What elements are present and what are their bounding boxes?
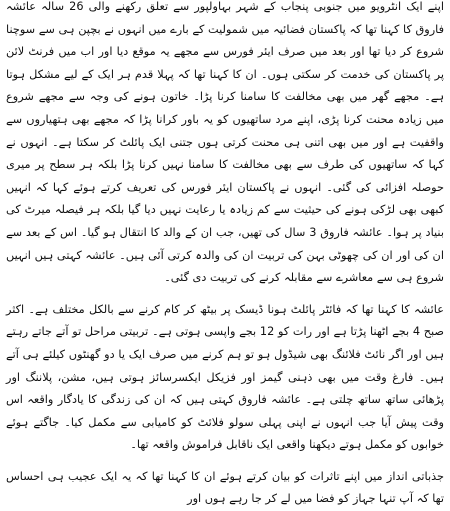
- article-paragraph-3: جذباتی انداز میں اپنے تاثرات کو بیان کرتے ہوئے ان کا کہنا تھا کہ یہ ایک عجیب ہی احساس تھا کہ آپ تنہا جہاز کو فضا میں لے کر جا رہے ہوں اور: [6, 469, 444, 506]
- article-paragraph-2: عائشہ کا کہنا تھا کہ فائٹر پائلٹ ہونا ڈیسک پر بیٹھ کر کام کرنے سے بالکل مختلف ہے۔ اکثر صبح 4 بجے اٹھنا پڑتا ہے اور رات کو 12 بجے واپسی ہوتی ہے۔ تربیتی مراحل تو آتے جاتے رہتے ہیں اور اگر نائٹ فلائنگ بھی شیڈول ہو تو ہم کرنے میں صرف ایک یا دو گھنٹوں کیلئے ہی آتے ہیں۔ فارغ وقت میں بھی ذہنی گیمز اور فزیکل ایکسرسائز ہوتی ہیں، مشن، پلاننگ اور پڑھائی ساتھ ساتھ چلتی ہے۔ عائشہ فاروق کہتی ہیں کہ ان کی زندگی کا یادگار واقعہ اس وقت پیش آیا جب انہوں نے اپنی پہلی سولو فلائٹ کو کامیابی سے مکمل کیا۔ جاگتے ہوئے خوابوں کو مکمل ہوتے دیکھنا واقعی ایک ناقابل فراموش واقعہ تھا۔: [6, 302, 444, 452]
- paragraph-gap: [6, 457, 444, 466]
- article-paragraph-1: اپنے ایک انٹرویو میں جنوبی پنجاب کے شہر بہاولپور سے تعلق رکھنے والی 26 سالہ عائشہ فاروق کا کہنا تھا کہ پاکستان فضائیہ میں شمولیت کے بارے میں انہوں نے بچپن ہی سے سوچنا شروع کر دیا تھا اور بعد میں صرف ایئر فورس سے مجھے یہ موقع دیا اور اب میں فرنٹ لائن پر پاکستان کی خدمت کر سکتی ہوں۔ ان کا کہنا تھا کہ پہلا قدم ہر ایک کے لیے مشکل ہوتا ہے۔ مجھے گھر میں بھی مخالفت کا سامنا کرنا پڑا۔ خاتون ہونے کی وجہ سے مجھے شروع میں زیادہ محنت کرنا پڑی، اپنے مرد ساتھیوں کو یہ باور کرانا پڑا کہ مجھے بھی ہتھیاروں سے واقفیت ہے اور میں بھی اتنی ہی محنت کرتی ہوں جتنی ایک پائلٹ کر سکتا ہے۔ انہوں نے کہا کہ ساتھیوں کی طرف سے بھی مخالفت کا سامنا نہیں کرنا پڑا بلکہ ہر سطح پر میری حوصلہ افزائی کی گئی۔ انہوں نے پاکستان ایئر فورس کی تعریف کرتے ہوئے کہا کہ انہیں کبھی بھی لڑکی ہونے کی حیثیت سے کم زیادہ یا رعایت نہیں دیا گیا بلکہ ہر فیصلہ میرٹ کی بنیاد پر ہوا۔ عائشہ فاروق 3 سال کی تھیں، جب ان کے والد کا انتقال ہو گیا۔ اس کے بعد سے ان کی اور ان کی چھوٹی بہن کی تربیت ان کی والدہ کرتی آئی ہیں۔ عائشہ کہتی ہیں انہیں شروع ہی سے معاشرے سے مقابلہ کرنے کی تربیت دی گئی۔: [6, 0, 444, 285]
- article-body: [6, 0, 444, 511]
- paragraph-gap: [6, 290, 444, 299]
